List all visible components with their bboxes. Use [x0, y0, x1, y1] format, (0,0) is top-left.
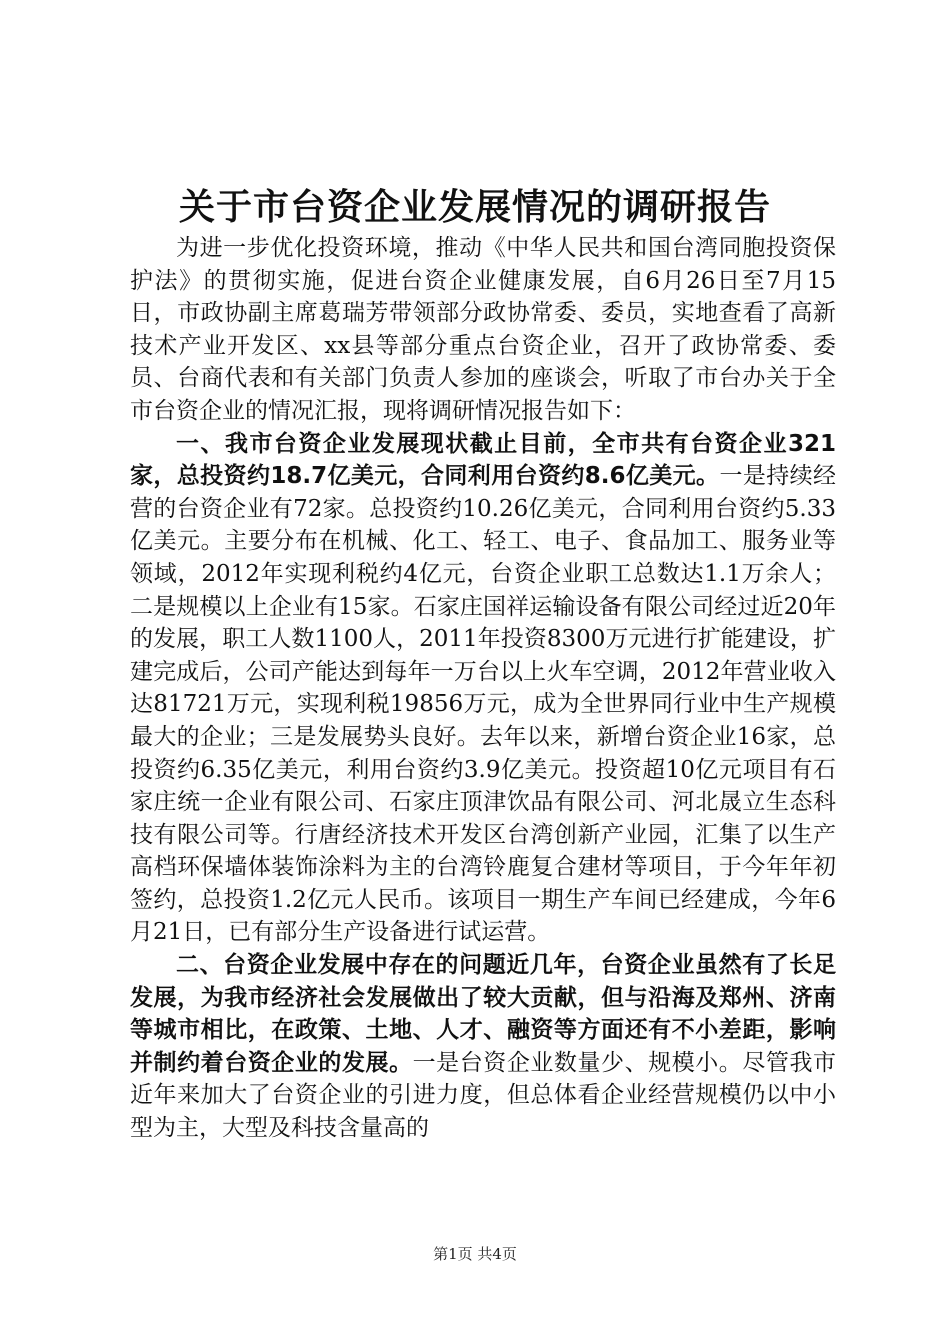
- section-2-heading: 二、台资企业发展中存在的问题近几年，台资企业虽然有了长足发展，为我市经济社会发展做出了较大贡献，但与沿海及郑州、济南等城市相比，在政策、土地、人才、融资等方面还有不小差距，影响并制约着台资企业的发展。: [130, 952, 836, 1076]
- paragraph-intro: [130, 232, 836, 428]
- paragraph-text: 为进一步优化投资环境，推动《中华人民共和国台湾同胞投资保护法》的贯彻实施，促进台资企业健康发展，自6月26日至7月15日，市政协副主席葛瑞芳带领部分政协常委、委员，实地查看了高新技术产业开发区、xx县等部分重点台资企业，召开了政协常委、委员、台商代表和有关部门负责人参加的座谈会，听取了市台办关于全市台资企业的情况汇报，现将调研情况报告如下：: [130, 235, 836, 424]
- section-1-heading: 一、我市台资企业发展现状截止目前，全市共有台资企业321家，总投资约18.7亿美元，合同利用台资约8.6亿美元。: [130, 430, 836, 490]
- document-title: 关于市台资企业发展情况的调研报告: [178, 187, 771, 228]
- paragraph-section-2: [130, 949, 836, 1145]
- paragraph-text: 一是台资企业数量少、规模小。尽管我市近年来加大了台资企业的引进力度，但总体看企业经营规模仍以中小型为主，大型及科技含量高的: [130, 1049, 837, 1142]
- paragraph-section-1: [130, 428, 836, 950]
- paragraph-text: 一是持续经营的台资企业有72家。总投资约10.26亿美元，合同利用台资约5.33亿美元。主要分布在机械、化工、轻工、电子、食品加工、服务业等领域，2012年实现利税约4亿元，台资企业职工总数达1.1万余人；二是规模以上企业有15家。石家庄国祥运输设备有限公司经过近20年的发展，职工人数1100人，2011年投资8300万元进行扩能建设，扩建完成后，公司产能达到每年一万台以上火车空调，2012年营业收入达81721万元，实现利税19856万元，成为全世界同行业中生产规模最大的企业；三是发展势头良好。去年以来，新增台资企业16家，总投资约6.35亿美元，利用台资约3.9亿美元。投资超10亿元项目有石家庄统一企业有限公司、石家庄顶津饮品有限公司、河北晟立生态科技有限公司等。行唐经济技术开发区台湾创新产业园，汇集了以生产高档环保墙体装饰涂料为主的台湾铃鹿复合建材等项目，于今年年初签约，总投资1.2亿元人民币。该项目一期生产车间已经建成，今年6月21日，已有部分生产设备进行试运营。: [130, 463, 836, 946]
- document-body: [130, 232, 836, 1145]
- page-footer: 第1页 共4页: [433, 1245, 517, 1263]
